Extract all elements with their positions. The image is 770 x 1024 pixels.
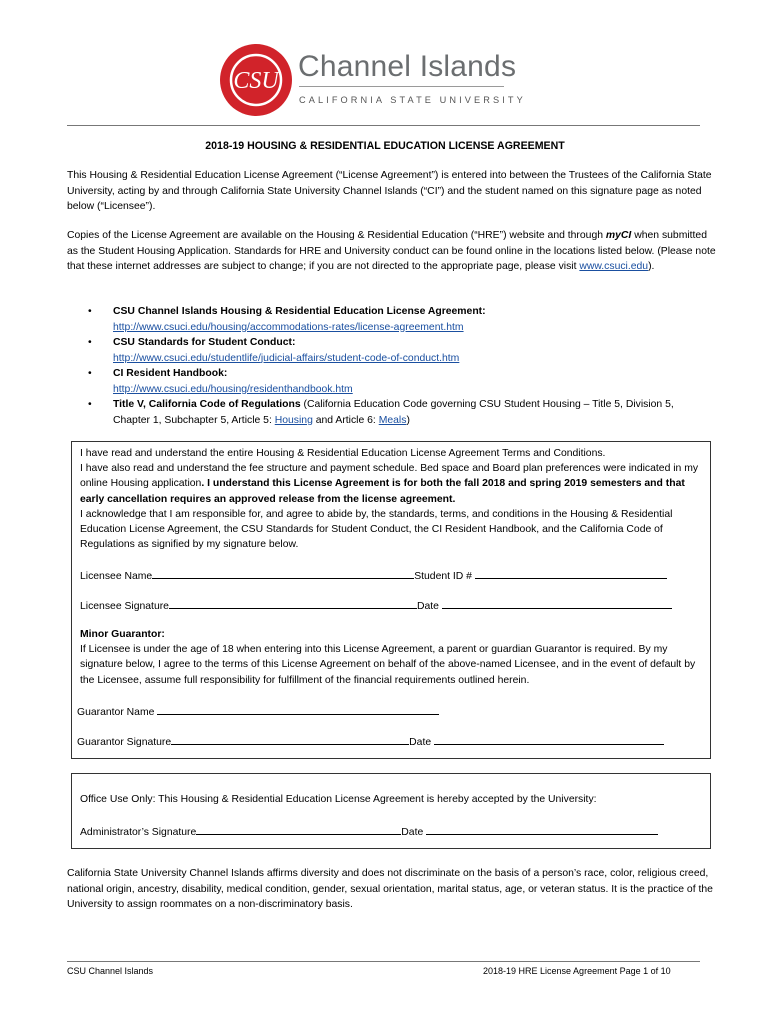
ack-line-3: I acknowledge that I am responsible for, and agree to abide by, the standards, terms, and conditions in the Housing & Residential Education License Agreement, the CSU Standards for Student Conduct, the CI Resident Handbook, and the California Code of Regulations as signified by my signature below.	[80, 508, 673, 551]
minor-heading: Minor Guarantor:	[80, 629, 165, 640]
logo-title: Channel Islands	[298, 50, 517, 83]
office-use-text: Office Use Only: This Housing & Residential Education License Agreement is hereby accepted by the University:	[80, 794, 597, 805]
student-id-label: Student ID #	[414, 571, 472, 582]
logo-subtitle: CALIFORNIA STATE UNIVERSITY	[299, 95, 526, 105]
admin-signature-label: Administrator’s Signature	[80, 827, 197, 838]
guarantor-name-row	[77, 703, 439, 718]
acknowledgement-text	[80, 446, 705, 552]
bullet-icon: •	[88, 368, 92, 379]
title-v-text-c: )	[406, 414, 410, 426]
title-v-text-a: (California Education Code governing CSU Student Housing – Title 5, Division 5, Chapter 1, Subchapter 5, Article 5:	[113, 399, 674, 426]
admin-date-label: Date	[401, 827, 424, 838]
ack-line-2	[80, 461, 705, 507]
logo-divider	[299, 86, 504, 87]
guarantor-date-label: Date	[409, 737, 432, 748]
admin-signature-field[interactable]	[196, 823, 401, 835]
guarantor-signature-label: Guarantor Signature	[77, 737, 172, 748]
ack-line-1: I have read and understand the entire Housing & Residential Education License Agreement Terms and Conditions.	[80, 448, 606, 459]
housing-link[interactable]: Housing	[274, 414, 313, 426]
licensee-signature-row	[80, 597, 672, 612]
title-v-heading: Title V, California Code of Regulations	[113, 399, 301, 410]
footer-divider	[67, 961, 700, 962]
document-title: 2018-19 HOUSING & RESIDENTIAL EDUCATION LICENSE AGREEMENT	[205, 140, 565, 152]
student-conduct-link[interactable]: http://www.csuci.edu/studentlife/judicial-affairs/student-code-of-conduct.htm	[113, 352, 460, 364]
csu-seal-icon	[218, 42, 294, 118]
licensee-date-field[interactable]	[442, 597, 672, 609]
ack-line-2a: I have also read and understand the fee structure and payment schedule. Bed space and Board plan preferences were indicated in my online Housing application	[80, 463, 699, 490]
minor-text: If Licensee is under the age of 18 when entering into this License Agreement, a parent or guardian Guarantor is required. By my signature below, I agree to the terms of this License Agreement on behalf of the above-named Licensee, and in the event of default by the Licensee, assume full responsibility for fulfillment of the financial requirements outlined herein.	[80, 644, 696, 686]
list-item	[88, 304, 688, 335]
reference-title: CSU Channel Islands Housing & Residential Education License Agreement:	[113, 306, 486, 317]
logo-mark-text: CSU	[233, 68, 279, 94]
licensee-name-label: Licensee Name	[80, 571, 153, 582]
ack-line-2b: . I understand this License Agreement is for both the fall 2018 and spring 2019 semesters and that early cancellation requires an approved release from the license agreement.	[80, 478, 685, 505]
intro-paragraph: This Housing & Residential Education License Agreement (“License Agreement”) is entered into between the Trustees of the California State University, acting by and through California State University Channel Islands (“CI”) and the student named on this signature page as noted below (“Licensee”).	[67, 170, 712, 212]
licensee-name-field[interactable]	[152, 567, 414, 579]
guarantor-name-field[interactable]	[157, 703, 439, 715]
guarantor-date-field[interactable]	[434, 733, 664, 745]
resident-handbook-link[interactable]: http://www.csuci.edu/housing/residenthandbook.htm	[113, 383, 353, 395]
guarantor-name-label: Guarantor Name	[77, 707, 155, 718]
list-item	[88, 366, 688, 397]
admin-date-field[interactable]	[426, 823, 658, 835]
reference-list	[88, 304, 688, 428]
bullet-icon: •	[88, 337, 92, 348]
footer-page-number: 2018-19 HRE License Agreement Page 1 of 10	[483, 966, 671, 976]
footer-left: CSU Channel Islands	[67, 966, 154, 976]
copies-text-c: ).	[648, 261, 655, 272]
bullet-icon: •	[88, 306, 92, 317]
licensee-signature-field[interactable]	[169, 597, 417, 609]
myci-text: myCI	[605, 230, 632, 241]
reference-title: CI Resident Handbook:	[113, 368, 228, 379]
nondiscrimination-statement: California State University Channel Islands affirms diversity and does not discriminate on the basis of a person’s race, color, religious creed, national origin, ancestry, disability, medical condition, gender, sexual orientation, marital status, age, or veteran status. It is the practice of the University to assign roommates on a non-discriminatory basis.	[67, 868, 713, 910]
licensee-signature-label: Licensee Signature	[80, 601, 169, 612]
list-item	[88, 397, 688, 428]
admin-signature-row	[80, 823, 658, 838]
header-divider	[67, 125, 700, 126]
copies-text-a: Copies of the License Agreement are available on the Housing & Residential Education (“HRE”) website and through	[67, 230, 606, 241]
copies-paragraph	[67, 228, 717, 275]
guarantor-signature-row	[77, 733, 664, 748]
licensee-name-row	[80, 567, 667, 582]
reference-title: CSU Standards for Student Conduct:	[113, 337, 296, 348]
student-id-field[interactable]	[475, 567, 667, 579]
minor-guarantor-section	[80, 627, 705, 688]
copies-text-b: when submitted as the Student Housing Application. Standards for HRE and University conduct can be found online in the locations listed below. (Please note that these internet addresses are subject to change; if you are not directed to the appropriate page, please visit	[67, 230, 716, 272]
list-item	[88, 335, 688, 366]
csuci-website-link[interactable]: www.csuci.edu	[579, 261, 649, 272]
bullet-icon: •	[88, 399, 92, 410]
license-agreement-link[interactable]: http://www.csuci.edu/housing/accommodations-rates/license-agreement.htm	[113, 321, 464, 333]
licensee-date-label: Date	[416, 601, 439, 612]
meals-link[interactable]: Meals	[378, 414, 407, 426]
guarantor-signature-field[interactable]	[171, 733, 409, 745]
title-v-text-b: and Article 6:	[312, 414, 379, 426]
